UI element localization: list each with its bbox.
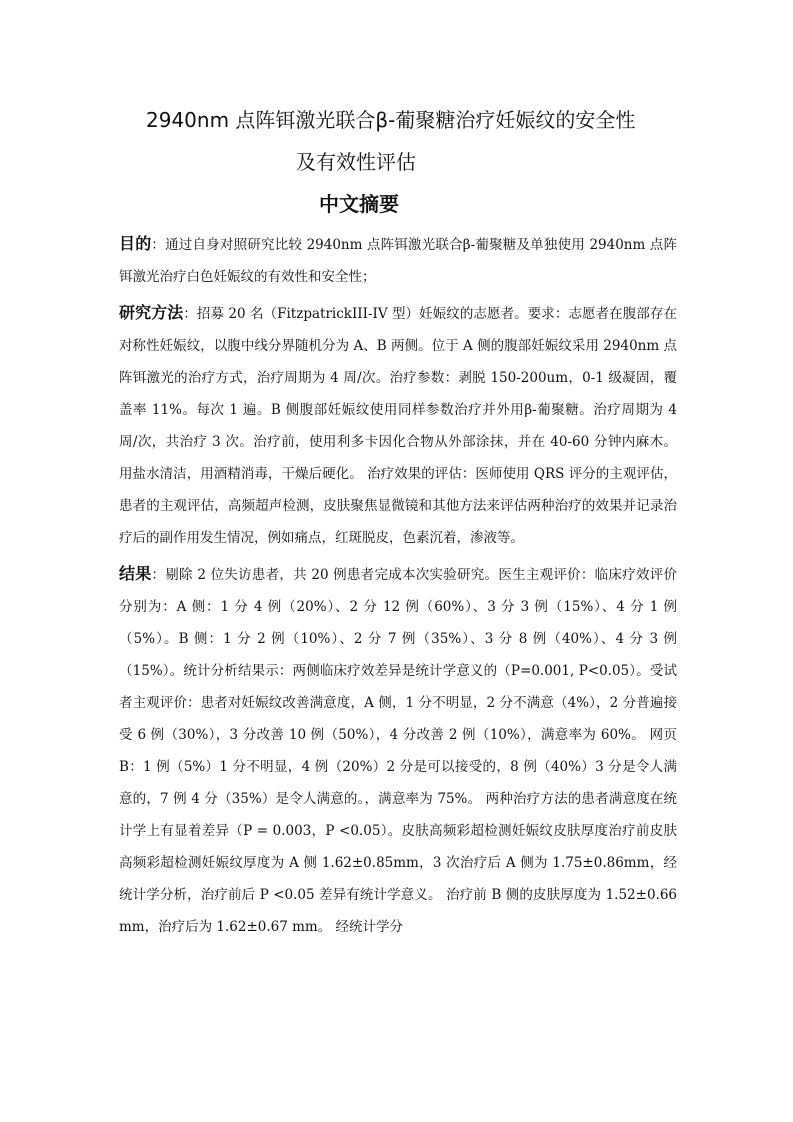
heading-colon: ： [183, 306, 197, 322]
section-objective [119, 228, 677, 293]
section-text-results: 剔除 2 位失访患者，共 20 例患者完成本次实验研究。医生主观评价：临床疗效评价分别为：A 侧：1 分 4 例（20%）、2 分 12 例（60%）、3 分 3 例（15%）、4 分 1 例（5%）。B 侧：1 分 2 例（10%）、2 分 7 例（35%）、3 分 8 例（40%）、4 分 3 例（15%）。统计分析结果示：两侧临床疗效差异是统计学意义的（P=0.001, P<0.05）。受试者主观评价：患者对妊娠纹改善满意度，A 侧，1 分不明显，2 分不满意（4%），2 分普遍接受 6 例（30%），3 分改善 10 例（50%），4 分改善 2 例（10%），满意率为 60%。 网页 B：1 例（5%）1 分不明显，4 例（20%）2 分是可以接受的，8 例（40%）3 分是令人满意的，7 例 4 分（35%）是令人满意的。，满意率为 75%。 两种治疗方法的患者满意度在统计学上有显着差异（P = 0.003，P <0.05）。皮肤高频彩超检测妊娠纹皮肤厚度治疗前皮肤高频彩超检测妊娠纹厚度为 A 侧 1.62±0.85mm，3 次治疗后 A 侧为 1.75±0.86mm，经统计学分析，治疗前后 P <0.05 差异有统计学意义。 治疗前 B 侧的皮肤厚度为 1.52±0.66 mm，治疗后为 1.62±0.67 mm。 经统计学分 [119, 567, 677, 935]
title-line-2: 及有效性评估 [296, 150, 416, 174]
section-heading-objective: 目的 [119, 234, 152, 253]
abstract-body [119, 228, 677, 947]
section-text-methods: 招募 20 名（FitzpatrickIII-IV 型）妊娠纹的志愿者。要求：志愿者在腹部存在对称性妊娠纹，以腹中线分界随机分为 A、B 两侧。位于 A 侧的腹部妊娠纹采用 2940nm 点阵铒激光的治疗方式，治疗周期为 4 周/次。治疗参数：剥脱 150-200um，0-1 级凝固，覆盖率 11%。每次 1 遍。B 侧腹部妊娠纹使用同样参数治疗并外用β-葡聚糖。治疗周期为 4 周/次，共治疗 3 次。治疗前，使用利多卡因化合物从外部涂抹，并在 40-60 分钟内麻木。 用盐水清洁，用酒精消毒，干燥后硬化。 治疗效果的评估：医师使用 QRS 评分的主观评估，患者的主观评估，高频超声检测，皮肤聚焦显微镜和其他方法来评估两种治疗的效果并记录治疗后的副作用发生情况，例如痛点，红斑脱皮，色素沉着，渗液等。 [119, 306, 677, 546]
section-heading-methods: 研究方法 [119, 303, 184, 322]
heading-colon: ： [151, 237, 166, 253]
section-heading-results: 结果 [119, 564, 152, 583]
section-methods [119, 297, 677, 554]
abstract-heading: 中文摘要 [319, 192, 399, 216]
heading-colon: ： [151, 567, 166, 583]
section-results [119, 558, 677, 943]
section-text-objective: 通过自身对照研究比较 2940nm 点阵铒激光联合β-葡聚糖及单独使用 2940nm 点阵铒激光治疗白色妊娠纹的有效性和安全性； [119, 237, 677, 285]
title-line-1: 2940nm 点阵铒激光联合β-葡聚糖治疗妊娠纹的安全性 [146, 108, 636, 132]
